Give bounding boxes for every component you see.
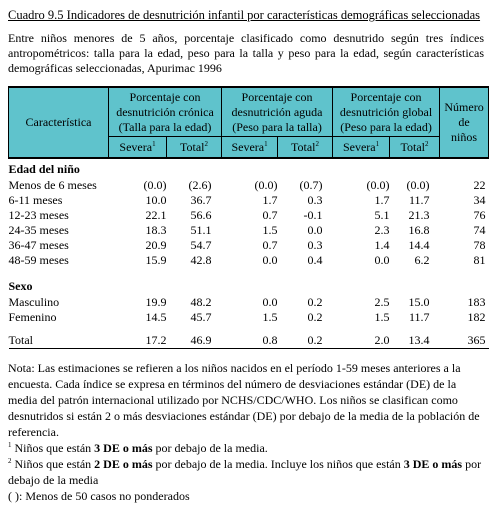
cell-value: 17.2	[109, 333, 167, 349]
header-characteristic: Característica	[9, 87, 109, 158]
row-label: Menos de 6 meses	[8, 178, 97, 192]
row-label: Masculino	[8, 295, 60, 309]
cell-value: 5.1	[374, 208, 390, 222]
cell-value: 2.5	[374, 295, 390, 309]
cell-value: 6.2	[414, 253, 430, 267]
header-global: Porcentaje con desnutrición global (Peso para la edad)	[333, 87, 440, 137]
cell-value: 36.7	[190, 193, 212, 207]
header-chronic: Porcentaje con desnutrición crónica (Talla para la edad)	[109, 87, 222, 137]
cell-value: 21.3	[408, 208, 430, 222]
subheader-severa: Severa$^1$	[333, 137, 390, 159]
subheader-total: Total$^2$	[390, 137, 440, 159]
cell-value: 11.7	[408, 193, 430, 207]
cell-value: 0.0	[374, 253, 390, 267]
cell-value: 0.2	[278, 333, 333, 349]
cell-value: -0.1	[303, 208, 323, 222]
cell-value: 1.5	[262, 223, 278, 237]
cell-value: 182	[467, 310, 486, 324]
cell-value: 22.1	[145, 208, 167, 222]
subheader-total: Total$^2$	[278, 137, 333, 159]
cell-value: 19.9	[145, 295, 167, 309]
total-row	[9, 333, 489, 349]
cell-value: 0.3	[307, 238, 323, 252]
cell-value: (0.0)	[143, 178, 167, 192]
table-row	[9, 253, 489, 268]
footnote-3: ( ): Menos de 50 casos no ponderados	[8, 489, 190, 503]
table-row	[9, 193, 489, 208]
cell-value: 0.8	[222, 333, 278, 349]
subheader-severa: Severa$^1$	[222, 137, 278, 159]
spacer-row	[9, 325, 489, 333]
table-notes	[8, 360, 488, 504]
cell-value: 0.0	[262, 253, 278, 267]
cell-value: 22	[473, 178, 486, 192]
table-description: Entre niños menores de 5 años, porcentaje clasificado como desnutrido según tres índices antropométricos: talla para la edad, peso para la talla y peso para la edad, según características demográficas seleccionadas, Apurimac 1996	[8, 31, 484, 75]
cell-value: (0.7)	[299, 178, 323, 192]
note-main: Nota: Las estimaciones se refieren a los niños nacidos en el período 1-59 meses anteriores a la encuesta. Cada índice se expresa en términos del número de desviaciones estándar (DE) de la media del patrón internacional utilizado por NCHS/CDC/WHO. Los niños se clasifican como desnutridos si están 2 o más desviaciones estándar (DE) por debajo de la media de la población de referencia.	[8, 361, 480, 439]
header-acute: Porcentaje con desnutrición aguda (Peso para la talla)	[222, 87, 333, 137]
cell-value: 34	[473, 193, 486, 207]
cell-value: 78	[473, 238, 486, 252]
cell-value: 0.7	[262, 208, 278, 222]
section-header	[9, 158, 489, 178]
cell-value: 56.6	[190, 208, 212, 222]
footnote-2: $^2$ Niños que están 2 DE o más por debajo de la media. Incluye los niños que están 3 DE o más por debajo de la media	[8, 457, 482, 487]
row-label: Femenino	[8, 310, 57, 324]
cell-value: 0.4	[307, 253, 323, 267]
table-row	[9, 223, 489, 238]
cell-value: 183	[467, 295, 486, 309]
cell-value: 16.8	[408, 223, 430, 237]
row-label: Total	[9, 333, 109, 349]
cell-value: 11.7	[408, 310, 430, 324]
cell-value: 42.8	[190, 253, 212, 267]
row-label: 36-47 meses	[8, 238, 69, 252]
cell-value: 0.2	[307, 310, 323, 324]
table-row	[9, 295, 489, 310]
cell-value: 46.9	[167, 333, 222, 349]
section-title: Sexo	[8, 279, 33, 293]
cell-value: 76	[473, 208, 486, 222]
table-title: Cuadro 9.5 Indicadores de desnutrición infantil por características demográficas seleccionadas	[8, 8, 481, 22]
subheader-total: Total$^2$	[167, 137, 222, 159]
cell-value: 48.2	[190, 295, 212, 309]
section-header	[9, 276, 489, 295]
cell-value: 14.5	[145, 310, 167, 324]
section-title: Edad del niño	[8, 162, 80, 176]
cell-value: 0.7	[262, 238, 278, 252]
table-row	[9, 238, 489, 253]
cell-value: 13.4	[390, 333, 440, 349]
cell-value: 81	[473, 253, 486, 267]
header-number-children: Número de niños	[440, 87, 489, 158]
row-label: 24-35 meses	[8, 223, 69, 237]
cell-value: (0.0)	[406, 178, 430, 192]
cell-value: (0.0)	[254, 178, 278, 192]
cell-value: 1.7	[262, 193, 278, 207]
cell-value: 2.0	[333, 333, 390, 349]
cell-value: 1.4	[374, 238, 390, 252]
table-row	[9, 310, 489, 325]
cell-value: 51.1	[190, 223, 212, 237]
cell-value: 365	[440, 333, 489, 349]
cell-value: 1.7	[374, 193, 390, 207]
cell-value: (0.0)	[366, 178, 390, 192]
table-row	[9, 208, 489, 223]
malnutrition-table	[8, 86, 489, 349]
subheader-severa: Severa$^1$	[109, 137, 167, 159]
spacer-row	[9, 268, 489, 276]
row-label: 6-11 meses	[8, 193, 63, 207]
row-label: 12-23 meses	[8, 208, 69, 222]
cell-value: 0.3	[307, 193, 323, 207]
cell-value: 20.9	[145, 238, 167, 252]
cell-value: 15.9	[145, 253, 167, 267]
table-row	[9, 178, 489, 193]
cell-value: 2.3	[374, 223, 390, 237]
cell-value: 15.0	[408, 295, 430, 309]
cell-value: 14.4	[408, 238, 430, 252]
cell-value: 10.0	[145, 193, 167, 207]
cell-value: 54.7	[190, 238, 212, 252]
cell-value: 0.0	[262, 295, 278, 309]
row-label: 48-59 meses	[8, 253, 69, 267]
cell-value: 74	[473, 223, 486, 237]
cell-value: 45.7	[190, 310, 212, 324]
cell-value: (2.6)	[188, 178, 212, 192]
cell-value: 0.0	[307, 223, 323, 237]
cell-value: 1.5	[374, 310, 390, 324]
cell-value: 0.2	[307, 295, 323, 309]
cell-value: 18.3	[145, 223, 167, 237]
cell-value: 1.5	[262, 310, 278, 324]
footnote-1: $^1$ Niños que están 3 DE o más por debajo de la media.	[8, 441, 268, 455]
